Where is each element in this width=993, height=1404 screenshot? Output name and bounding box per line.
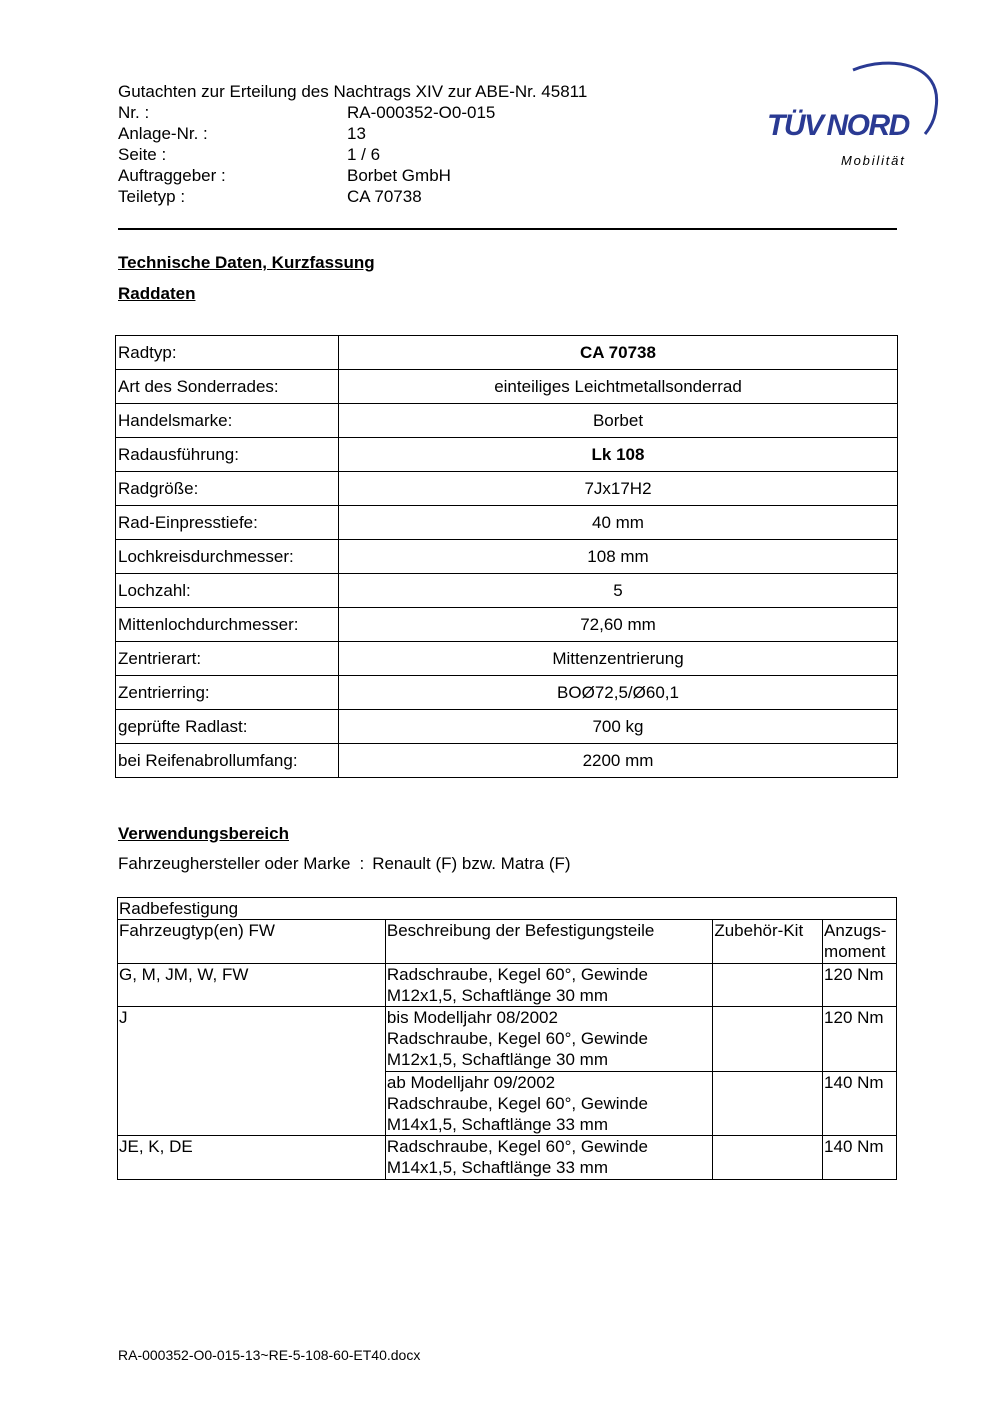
- description-line: M12x1,5, Schaftlänge 30 mm: [386, 1050, 609, 1070]
- row-key: Art des Sonderrades:: [116, 370, 339, 404]
- column-header: Beschreibung der Befestigungsteile: [385, 920, 712, 963]
- verwendung-heading: Verwendungsbereich: [118, 824, 289, 843]
- tuv-nord-logo: [765, 58, 945, 170]
- header-label: Auftraggeber :: [118, 166, 226, 185]
- row-value: 7Jx17H2: [339, 472, 898, 506]
- kit-cell: [713, 1071, 823, 1136]
- footer-filename: RA-000352-O0-015-13~RE-5-108-60-ET40.docx: [118, 1347, 421, 1363]
- row-value: 72,60 mm: [339, 608, 898, 642]
- table-row: [116, 642, 898, 676]
- table-row: [116, 506, 898, 540]
- radbefestigung-table: [117, 897, 897, 1180]
- row-value: Mittenzentrierung: [339, 642, 898, 676]
- row-value: 5: [339, 574, 898, 608]
- header-value: RA-000352-O0-015: [347, 103, 496, 122]
- row-key: Handelsmarke:: [116, 404, 339, 438]
- description-line: Radschraube, Kegel 60°, Gewinde: [386, 1137, 648, 1157]
- header-value: 13: [347, 124, 366, 143]
- header-value: Borbet GmbH: [347, 166, 451, 185]
- section-title: Technische Daten, Kurzfassung: [118, 253, 375, 272]
- row-value: 2200 mm: [339, 744, 898, 778]
- table-row: [116, 676, 898, 710]
- logo-arc-icon: [765, 58, 945, 170]
- description-line: ab Modelljahr 09/2002: [386, 1072, 556, 1092]
- row-value: Borbet: [339, 404, 898, 438]
- row-value: 40 mm: [339, 506, 898, 540]
- torque-cell: 140 Nm: [823, 1071, 897, 1136]
- usage-label: Fahrzeughersteller oder Marke: [118, 854, 351, 873]
- row-value: Lk 108: [339, 438, 898, 472]
- header-line: Anzugs-: [824, 921, 887, 941]
- logo-tuv-text: TÜV: [767, 109, 823, 142]
- table-row: [116, 472, 898, 506]
- table-caption-row: [118, 898, 897, 920]
- header-divider: [118, 228, 897, 230]
- description-cell: [385, 1007, 712, 1072]
- logo-subtitle: Mobilität: [841, 153, 906, 168]
- description-line: M14x1,5, Schaftlänge 33 mm: [386, 1115, 609, 1135]
- header-row-auftraggeber: [118, 165, 451, 186]
- description-line: Radschraube, Kegel 60°, Gewinde: [386, 1093, 648, 1113]
- row-key: Radgröße:: [116, 472, 339, 506]
- torque-cell: 120 Nm: [823, 1007, 897, 1072]
- kit-cell: [713, 963, 823, 1006]
- row-key: Rad-Einpresstiefe:: [116, 506, 339, 540]
- logo-nord-text: NORD: [826, 109, 909, 142]
- description-cell: [385, 1136, 712, 1179]
- header-label: Nr. :: [118, 103, 150, 122]
- row-key: Radtyp:: [116, 336, 339, 370]
- description-line: M14x1,5, Schaftlänge 33 mm: [386, 1158, 609, 1178]
- row-value: CA 70738: [339, 336, 898, 370]
- row-value: 108 mm: [339, 540, 898, 574]
- description-line: bis Modelljahr 08/2002: [386, 1008, 558, 1028]
- header-row-teiletyp: [118, 186, 422, 207]
- vehicle-types-cell: J: [118, 1007, 386, 1136]
- header-line: moment: [824, 942, 886, 962]
- header-label: Teiletyp :: [118, 187, 186, 206]
- table-row: [118, 1136, 897, 1179]
- table-caption: Radbefestigung: [118, 898, 897, 920]
- column-header: Zubehör-Kit: [713, 920, 823, 963]
- row-key: Lochkreisdurchmesser:: [116, 540, 339, 574]
- column-header: [823, 920, 897, 963]
- row-key: Lochzahl:: [116, 574, 339, 608]
- row-key: Zentrierring:: [116, 676, 339, 710]
- torque-cell: 120 Nm: [823, 963, 897, 1006]
- table-row: [118, 963, 897, 1006]
- table-row: [116, 574, 898, 608]
- kit-cell: [713, 1136, 823, 1179]
- table-row: [116, 540, 898, 574]
- kit-cell: [713, 1007, 823, 1072]
- description-cell: [385, 1071, 712, 1136]
- description-line: Radschraube, Kegel 60°, Gewinde: [386, 964, 648, 984]
- usage-value: Renault (F) bzw. Matra (F): [372, 854, 571, 873]
- svg-text:TÜVNORD: [767, 109, 910, 142]
- header-value: 1 / 6: [347, 145, 381, 164]
- raddaten-table: [115, 335, 898, 778]
- header-label: Anlage-Nr. :: [118, 124, 208, 143]
- description-line: Radschraube, Kegel 60°, Gewinde: [386, 1029, 648, 1049]
- usage-line: [118, 853, 571, 875]
- raddaten-heading: Raddaten: [118, 284, 196, 303]
- description-cell: [385, 963, 712, 1006]
- table-row: [116, 744, 898, 778]
- vehicle-types-cell: JE, K, DE: [118, 1136, 386, 1179]
- header-row-anlage: [118, 123, 366, 144]
- table-header-row: [118, 920, 897, 963]
- row-value: 700 kg: [339, 710, 898, 744]
- table-row: [116, 438, 898, 472]
- description-line: M12x1,5, Schaftlänge 30 mm: [386, 985, 609, 1005]
- row-value: einteiliges Leichtmetallsonderrad: [339, 370, 898, 404]
- row-key: bei Reifenabrollumfang:: [116, 744, 339, 778]
- row-key: Radausführung:: [116, 438, 339, 472]
- table-row: [116, 608, 898, 642]
- row-key: geprüfte Radlast:: [116, 710, 339, 744]
- header-label: Seite :: [118, 145, 167, 164]
- column-header: Fahrzeugtyp(en) FW: [118, 920, 386, 963]
- table-row: [116, 404, 898, 438]
- row-value: BOØ72,5/Ø60,1: [339, 676, 898, 710]
- table-row: [116, 370, 898, 404]
- document-title: Gutachten zur Erteilung des Nachtrags XIV zur ABE-Nr. 45811: [118, 82, 588, 101]
- header-row-seite: [118, 144, 380, 165]
- row-key: Mittenlochdurchmesser:: [116, 608, 339, 642]
- table-row: [118, 1007, 897, 1072]
- header-value: CA 70738: [347, 187, 422, 206]
- usage-separator: :: [359, 854, 365, 873]
- header-row-nr: [118, 102, 495, 123]
- row-key: Zentrierart:: [116, 642, 339, 676]
- torque-cell: 140 Nm: [823, 1136, 897, 1179]
- table-row: [116, 710, 898, 744]
- table-row: [116, 336, 898, 370]
- vehicle-types-cell: G, M, JM, W, FW: [118, 963, 386, 1006]
